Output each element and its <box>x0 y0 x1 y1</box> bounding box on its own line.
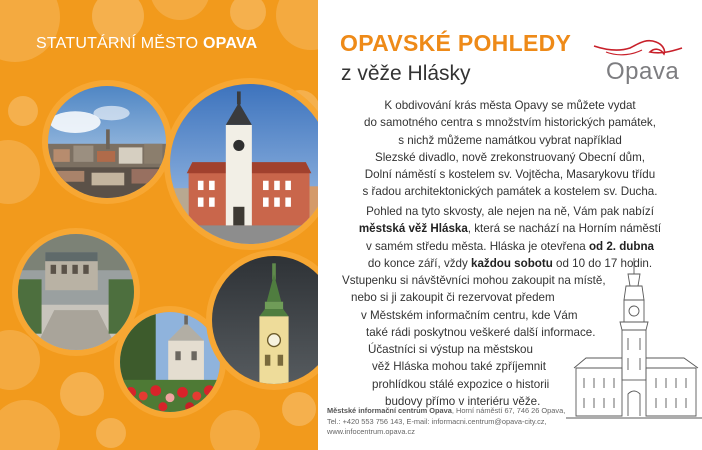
decor-bubble <box>276 0 318 50</box>
page-title: OPAVSKÉ POHLEDY <box>340 30 572 56</box>
city-panorama-photo <box>42 80 172 204</box>
decor-bubble <box>150 0 210 20</box>
decor-bubble <box>0 140 40 204</box>
opening-date: od 2. dubna <box>588 239 654 253</box>
city-prefix: STATUTÁRNÍ MĚSTO <box>36 35 199 52</box>
intro-paragraph <box>330 97 690 201</box>
decor-bubble <box>96 418 126 448</box>
contact-footer <box>327 406 565 438</box>
footer-contacts: Tel.: +420 553 756 143, E-mail: informacni.centrum@opava-city.cz, <box>327 416 547 426</box>
decor-bubble <box>8 96 38 126</box>
tower-name: městská věž Hláska <box>358 222 468 236</box>
text-line: Dolní náměstí s kostelem sv. Vojtěcha, Masarykovu třídu <box>364 168 656 182</box>
town-hall-sketch <box>566 256 702 420</box>
footer-org: Městské informační centrum Opava <box>327 406 452 415</box>
decor-bubble <box>230 0 266 30</box>
decor-bubble <box>0 400 60 450</box>
logo-wordmark: Opava <box>606 58 680 85</box>
text-line: Slezské divadlo, nově zrekonstruovaný Obecní dům, <box>374 150 646 164</box>
city-header <box>36 35 257 53</box>
orange-panel <box>0 0 318 450</box>
text-line: Pohled na tyto skvosty, ale nejen na ně, Vám pak nabízí <box>366 205 654 218</box>
footer-web-link[interactable]: www.infocentrum.opava.cz <box>327 427 415 436</box>
text-line: s nichž můžeme namátkou vybrat například <box>398 133 622 147</box>
text-line: do konce září, vždy každou sobotu od 10 do 17 hodin. <box>367 256 653 270</box>
decor-bubble <box>282 392 316 426</box>
city-name: OPAVA <box>202 35 258 52</box>
text-line: s řadou architektonických památek a kostelem sv. Ducha. <box>362 185 658 199</box>
leaflet-page: STATUTÁRNÍ MĚSTO OPAVA OPAVSKÉ POHLEDY z věže Hlásky Opava K obdivování krás města Opavy se můžete vydat do samotného centra s množstvím historických památek, s nichž můžeme namátkou vybrat například Slezské divadlo, nově zrekonstruovaný Obecní dům, Dolní náměstí s kostelem sv. Vojtěcha, Masarykovu třídu s řadou architektonických památek a kostelem sv. Ducha. Pohled na tyto skvosty, ale nejen na ně, Vám pak nabízí městská věž Hláska, která se nachází na Horním náměstí v samém středu města. Hláska je otevřena od 2. dubna do konce září, vždy každou sobotu od 10 do 17 hodin. Vstupenku si návštěvníci mohou zakoupit na místě, nebo si ji zakoupit či rezervovat předem v Městském informačním centru, kde Vám také rádi poskytnou veškeré další informace. Účastníci si výstup na městskou věž Hláska mohou také zpříjemnit prohlídkou stálé expozice o historii budovy přímo v interiéru věže. Městské informační centrum Opava, Horní náměstí 67, 746 26 Opava, Tel.: +420 553 756 143, E-mail: informacni.centrum@opava-city.cz, www.infocentrum.opava.cz <box>0 0 702 450</box>
decor-bubble <box>210 410 260 450</box>
decor-bubble <box>60 372 104 416</box>
opening-day: každou sobotu <box>471 256 553 270</box>
text-line: městská věž Hláska, která se nachází na Horním náměstí <box>358 222 662 236</box>
footer-line: Městské informační centrum Opava, Horní náměstí 67, 746 26 Opava, <box>327 406 566 415</box>
town-hall-photo <box>164 78 318 250</box>
text-line: do samotného centra s množstvím historických památek, <box>364 116 656 130</box>
text-line: K obdivování krás města Opavy se můžete vydat <box>384 99 636 112</box>
page-subtitle: z věže Hlásky <box>341 62 471 85</box>
text-line: v samém středu města. Hláska je otevřena od 2. dubna <box>365 239 654 253</box>
